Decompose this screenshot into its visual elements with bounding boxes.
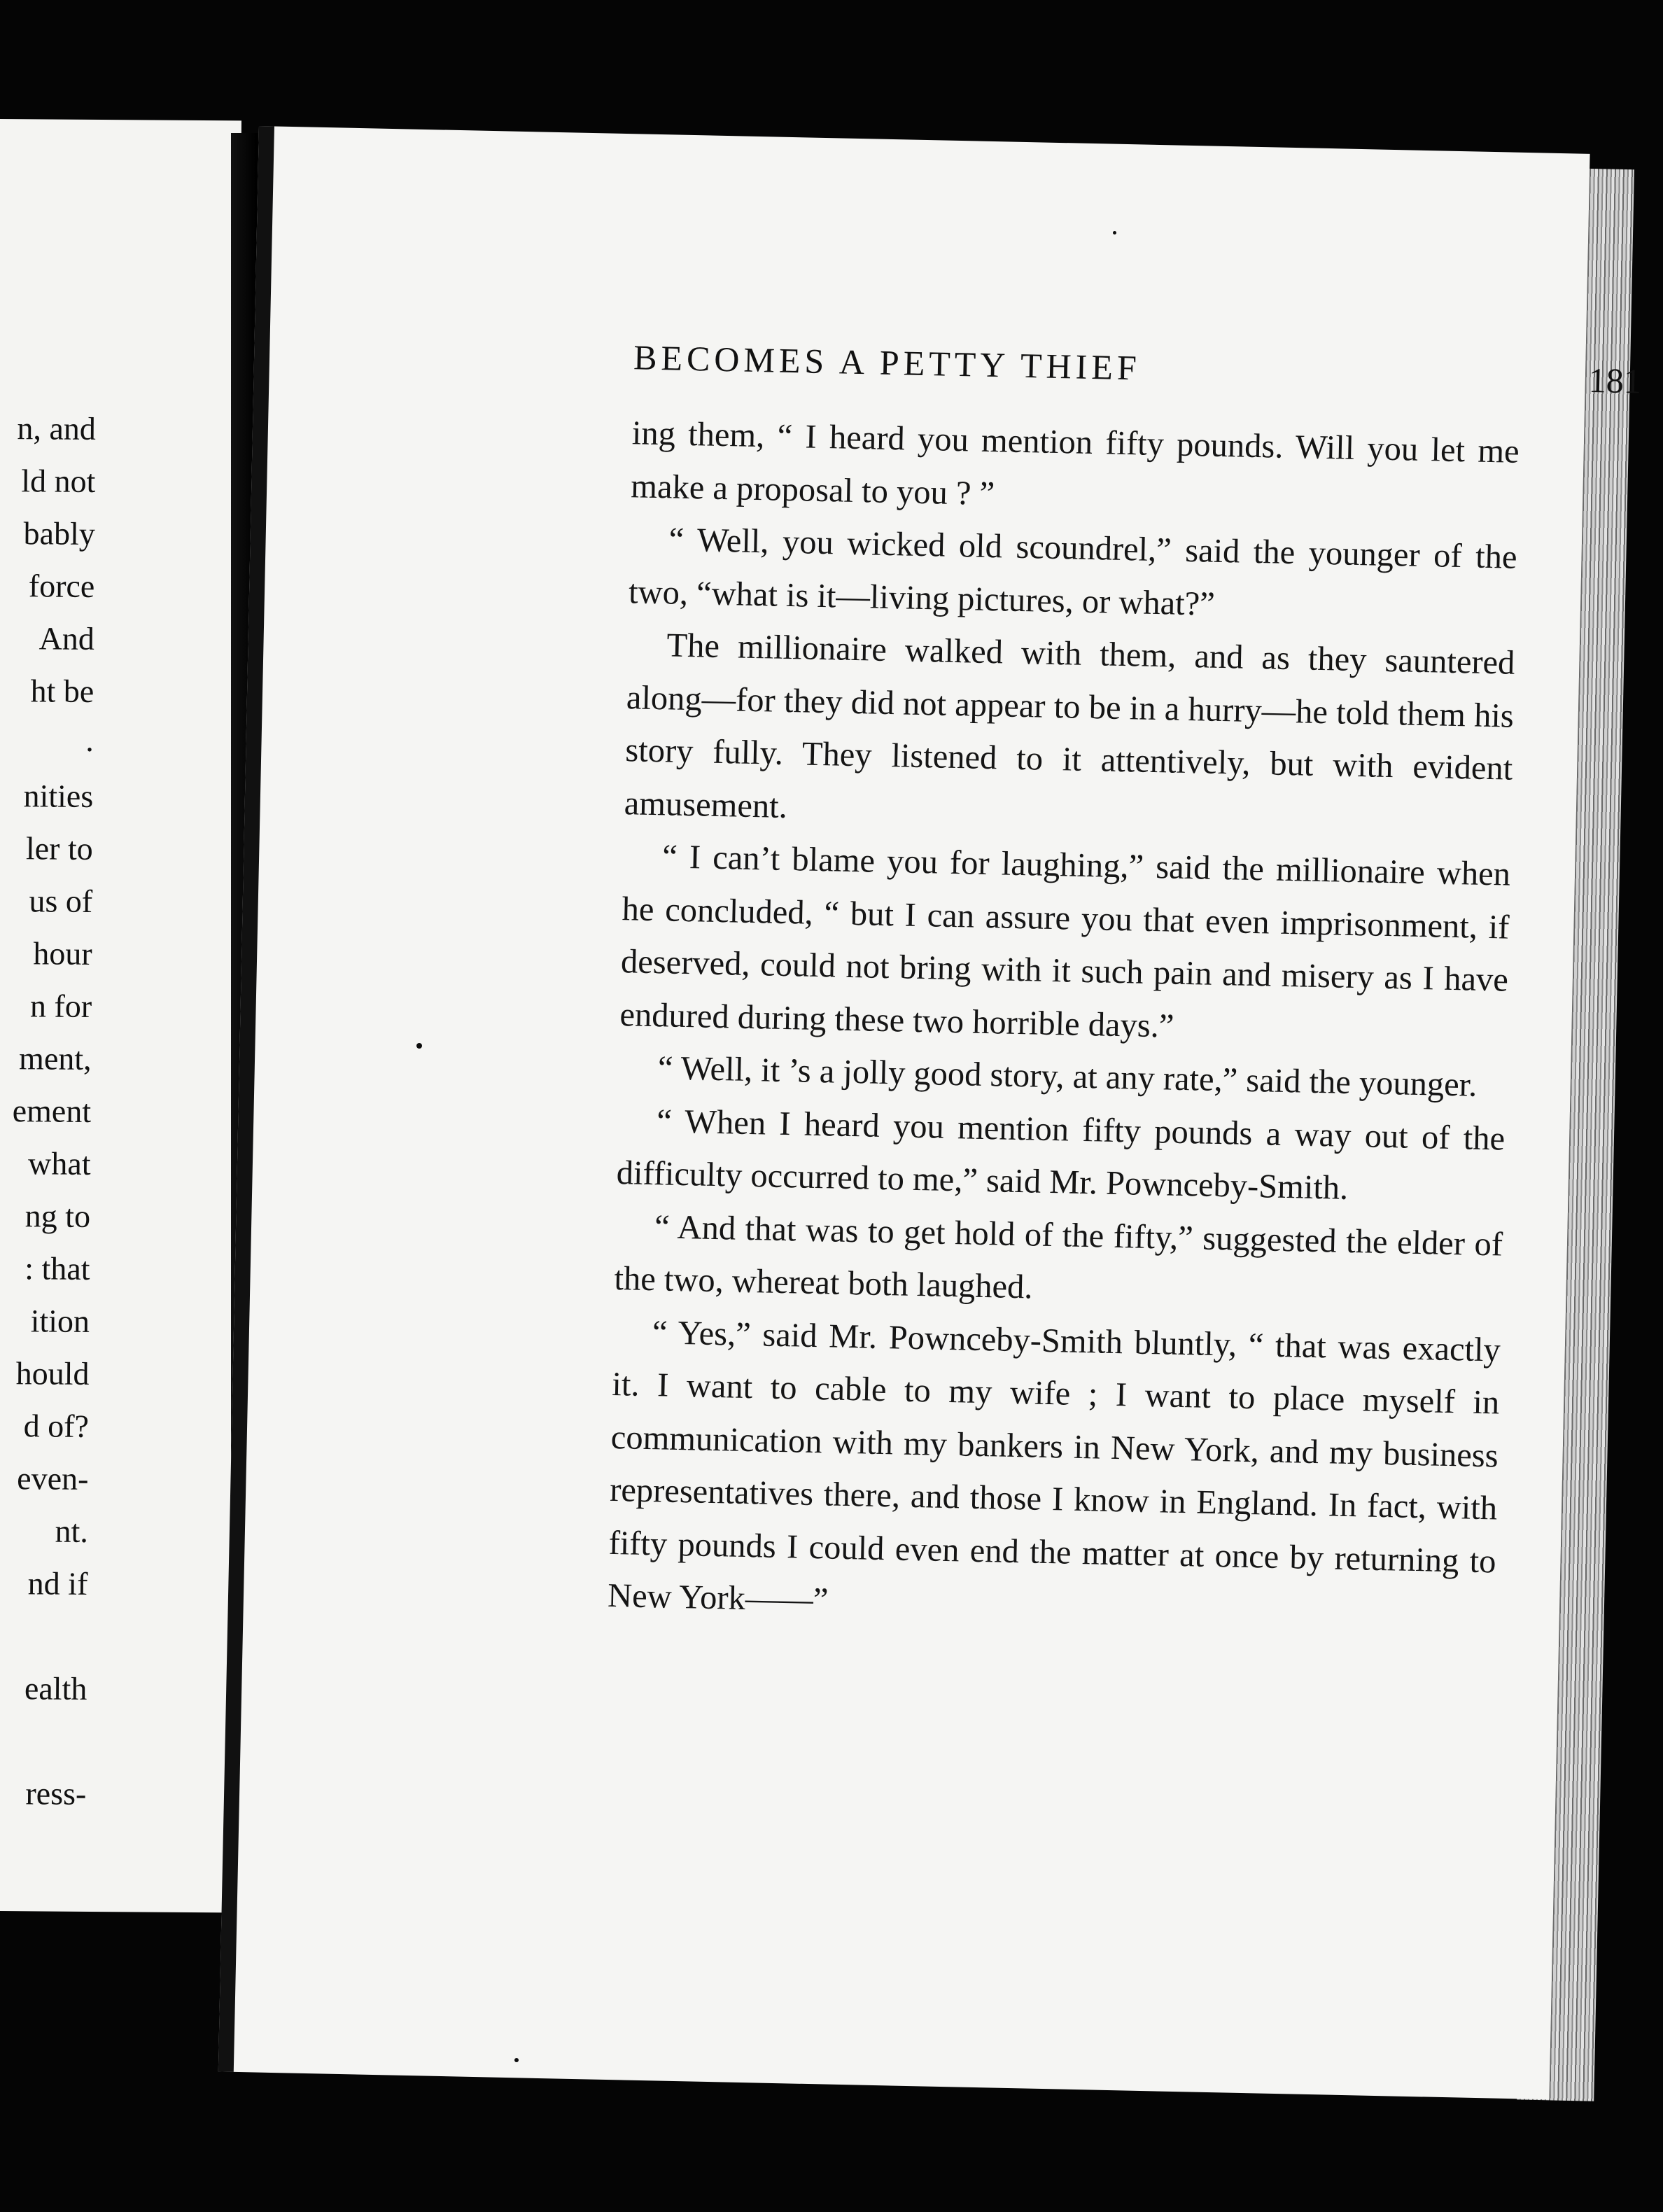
facing-page-line: even- xyxy=(17,1460,89,1497)
scan-speck xyxy=(416,1043,422,1049)
facing-page-line: nt. xyxy=(55,1513,89,1549)
facing-page-line: ld not xyxy=(21,463,96,499)
paragraph: ing them, “ I heard you mention fifty pounds. Will you let me make a proposal to you ? ” xyxy=(630,414,1520,512)
facing-page-line: n for xyxy=(29,988,92,1024)
paragraph: “ Well, you wicked old scoundrel,” said the younger of the two, “what is it—living pictures, or what?” xyxy=(628,521,1518,623)
facing-page-line: what xyxy=(27,1145,91,1182)
paragraph: “ Well, it ’s a jolly good story, at any rate,” said the younger. xyxy=(657,1049,1478,1104)
facing-page-line: ment, xyxy=(18,1040,92,1077)
facing-page-line: ress- xyxy=(25,1775,87,1812)
paragraph: “ And that was to get hold of the fifty,” suggested the elder of the two, whereat both laughed. xyxy=(614,1208,1503,1306)
scan-speck xyxy=(1113,231,1116,234)
facing-page-line: nd if xyxy=(27,1565,88,1602)
facing-page-line: ht be xyxy=(30,673,94,709)
facing-page-line: us of xyxy=(29,883,93,919)
facing-page-line: ealth xyxy=(24,1670,87,1707)
paragraph: “ When I heard you mention fifty pounds a way out of the difficulty occurred to me,” said Mr. Pownceby-Smith. xyxy=(616,1102,1506,1207)
facing-page-line: . xyxy=(85,722,94,758)
page-number: 181 xyxy=(1588,360,1642,401)
facing-page-line: And xyxy=(38,620,94,657)
facing-page-line: hour xyxy=(33,935,92,972)
facing-page-line: force xyxy=(28,568,95,604)
facing-page-line: : that xyxy=(24,1250,90,1287)
facing-page-line: ng to xyxy=(24,1198,91,1234)
facing-page-line: hould xyxy=(15,1355,90,1392)
running-head: BECOMES A PETTY THIEF xyxy=(633,337,1142,388)
paragraph: “ Yes,” said Mr. Pownceby-Smith bluntly, “ that was exactly it. I want to cable to my wife ; I want to place myself in communication with my bankers in New York, and my business representatives there, and those I know in England. In fact, with fifty pounds I could even end the matter at once by returning to New York——” xyxy=(607,1313,1501,1619)
scan-speck xyxy=(514,2058,519,2062)
page-header xyxy=(607,337,1642,1619)
facing-page-line: ition xyxy=(30,1303,90,1339)
facing-page-line: d of? xyxy=(23,1408,90,1444)
book-page xyxy=(218,126,1642,2099)
paragraph: “ I can’t blame you for laughing,” said the millionaire when he concluded, “ but I can assure you that even imprisonment, if deserved, could not bring with it such pain and misery as I have endured during these two horrible days.” xyxy=(619,838,1511,1045)
paragraph: The millionaire walked with them, and as they sauntered along—for they did not appear to be in a hurry—he told them his story fully. They listened to it attentively, but with evident amusement. xyxy=(624,626,1515,825)
facing-page-line: ement xyxy=(12,1093,92,1129)
facing-page xyxy=(0,119,241,1912)
text-block xyxy=(607,407,1520,1641)
facing-page-line: bably xyxy=(23,515,96,552)
facing-page-line: nities xyxy=(23,778,94,814)
facing-page-line: ler to xyxy=(25,830,93,867)
facing-page-line: n, and xyxy=(17,410,97,447)
